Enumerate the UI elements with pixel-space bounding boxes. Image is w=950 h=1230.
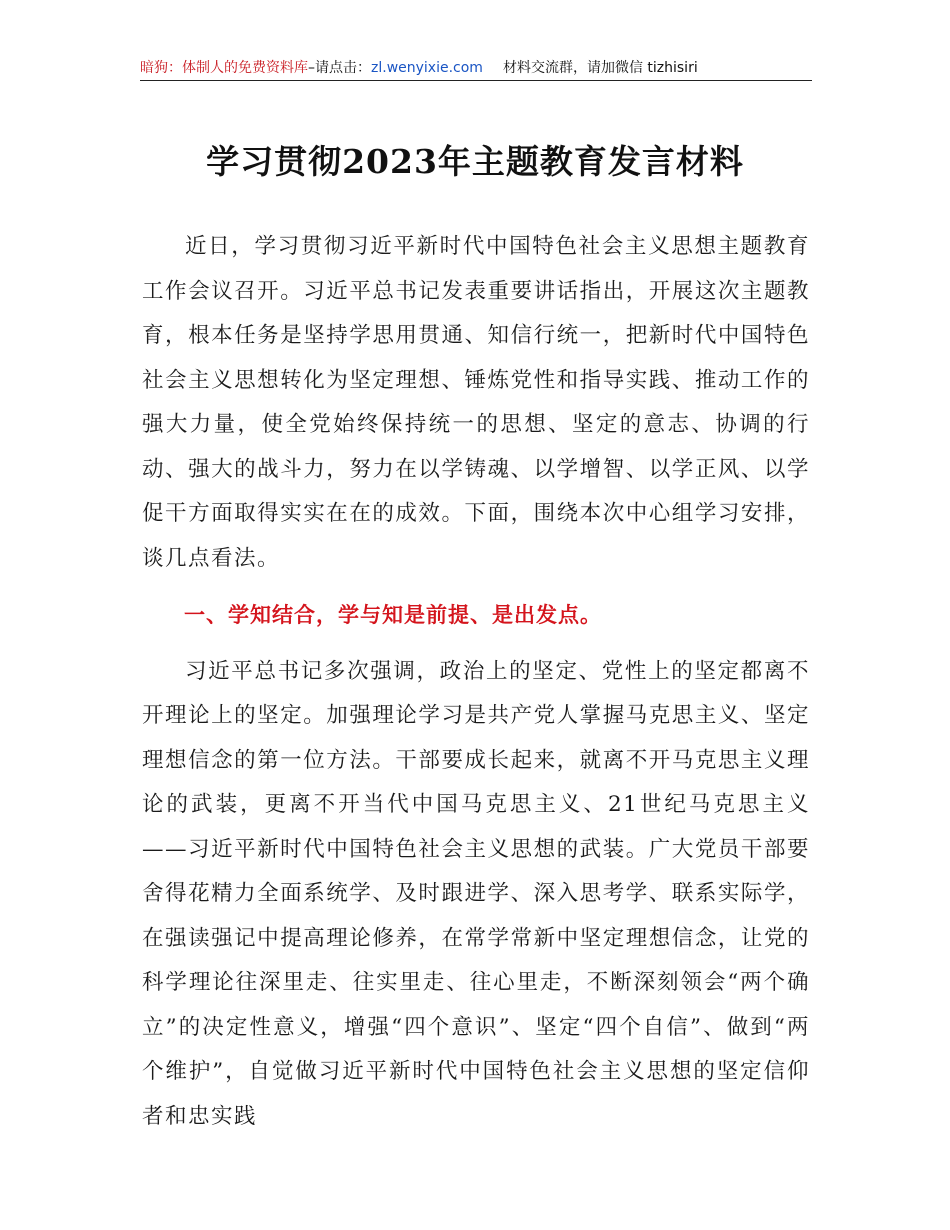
header-divider — [140, 80, 812, 81]
site-link[interactable]: zl.wenyixie.com — [371, 60, 483, 76]
body-paragraph: 习近平总书记多次强调，政治上的坚定、党性上的坚定都离不开理论上的坚定。加强理论学习是共产党人掌握马克思主义、坚定理想信念的第一位方法。干部要成长起来，就离不开马克思主义理论的武装，更离不开当代中国马克思主义、21世纪马克思主义——习近平新时代中国特色社会主义思想的武装。广大党员干部要舍得花精力全面系统学、及时跟进学、深入思考学、联系实际学，在强读强记中提高理论修养，在常学常新中坚定理想信念，让党的科学理论往深里走、往实里走、往心里走，不断深刻领会“两个确立”的决定性意义，增强“四个意识”、坚定“四个自信”、做到“两个维护”，自觉做习近平新时代中国特色社会主义思想的坚定信仰者和忠实践 — [142, 658, 810, 1129]
page-header — [140, 58, 812, 78]
contact-info: 材料交流群，请加微信 tizhisiri — [502, 60, 698, 76]
site-name: 暗狗：体制人的免费资料库 — [140, 60, 308, 76]
document-body — [142, 225, 810, 1139]
body-paragraph: 近日，学习贯彻习近平新时代中国特色社会主义思想主题教育工作会议召开。习近平总书记发表重要讲话指出，开展这次主题教育，根本任务是坚持学思用贯通、知信行统一，把新时代中国特色社会主义思想转化为坚定理想、锤炼党性和指导实践、推动工作的强大力量，使全党始终保持统一的思想、坚定的意志、协调的行动、强大的战斗力，努力在以学铸魂、以学增智、以学正风、以学促干方面取得实实在在的成效。下面，围绕本次中心组学习安排，谈几点看法。 — [142, 234, 810, 571]
section-heading: 一、学知结合，学与知是前提、是出发点。 — [184, 603, 602, 627]
click-prompt: –请点击： — [308, 60, 371, 76]
document-title: 学习贯彻2023年主题教育发言材料 — [206, 142, 744, 181]
